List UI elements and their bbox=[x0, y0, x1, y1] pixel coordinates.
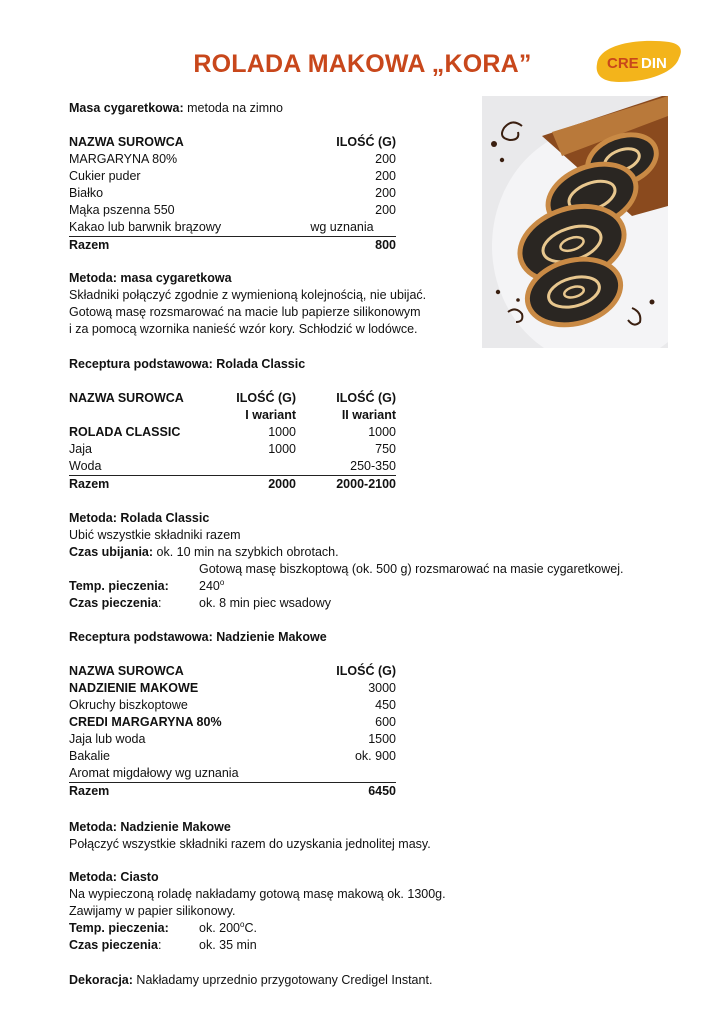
poppy-seed-roll-photo bbox=[482, 96, 668, 348]
ingredient-qty: 200 bbox=[375, 169, 396, 183]
masa-cygaretkowa-value: metoda na zimno bbox=[187, 101, 284, 115]
czas-pieczenia-label: Czas pieczenia bbox=[69, 938, 158, 952]
table-total-row bbox=[69, 783, 396, 801]
table-subheader-row bbox=[69, 407, 396, 424]
ingredient-qty bbox=[311, 765, 396, 783]
czas-ubijania-line bbox=[69, 544, 339, 561]
table-row bbox=[69, 441, 396, 458]
ingredient-qty: 1500 bbox=[368, 732, 396, 746]
table-header-row bbox=[69, 663, 396, 680]
dekoracja-line bbox=[69, 972, 432, 989]
column-header-qty-1: ILOŚĆ (G) bbox=[236, 391, 296, 405]
paragraph-line: i za pomocą wzornika nanieść wzór kory. Schłodzić w lodówce. bbox=[69, 322, 418, 336]
ingredient-qty: 200 bbox=[375, 152, 396, 166]
table-row bbox=[69, 731, 396, 748]
total-value: 2000-2100 bbox=[296, 476, 396, 494]
ingredient-name: Cukier puder bbox=[69, 169, 141, 183]
table-header-row bbox=[69, 390, 396, 407]
table-row bbox=[69, 202, 396, 219]
temp-pieczenia-line bbox=[69, 920, 257, 937]
total-label: Razem bbox=[69, 476, 219, 494]
column-subheader-variant-2: II wariant bbox=[341, 408, 396, 422]
temp-pieczenia-line bbox=[69, 578, 224, 595]
section-heading: Metoda: Nadzienie Makowe bbox=[69, 820, 231, 834]
paragraph-line: Na wypieczoną roladę nakładamy gotową masę makową ok. 1300g. bbox=[69, 887, 446, 901]
column-header-qty-2: ILOŚĆ (G) bbox=[336, 391, 396, 405]
page-title: ROLADA MAKOWA „KORA” bbox=[193, 50, 532, 78]
czas-pieczenia-colon: : bbox=[157, 938, 162, 952]
ingredient-name: Kakao lub barwnik brązowy bbox=[69, 220, 222, 234]
czas-pieczenia-value: ok. 35 min bbox=[199, 938, 257, 952]
ingredient-qty: 200 bbox=[375, 203, 396, 217]
section-heading: Metoda: masa cygaretkowa bbox=[69, 271, 232, 285]
section-heading: Metoda: Ciasto bbox=[69, 870, 159, 884]
ingredient-qty: 1000 bbox=[368, 425, 396, 439]
ingredient-qty: 3000 bbox=[368, 681, 396, 695]
total-value: 2000 bbox=[219, 476, 296, 494]
ingredients-table-rolada-classic bbox=[69, 390, 396, 493]
ingredient-name: Mąka pszenna 550 bbox=[69, 203, 175, 217]
ingredient-name: CREDI MARGARYNA 80% bbox=[69, 715, 222, 729]
czas-pieczenia-label: Czas pieczenia bbox=[69, 596, 158, 610]
table-row bbox=[69, 458, 396, 476]
ingredient-name: Jaja bbox=[69, 442, 92, 456]
ingredient-name: MARGARYNA 80% bbox=[69, 152, 178, 166]
svg-text:CRE: CRE bbox=[607, 55, 639, 72]
ingredients-table-cygaretkowa bbox=[69, 134, 396, 254]
ingredient-name: Okruchy biszkoptowe bbox=[69, 698, 188, 712]
ingredient-qty-text: wg uznania bbox=[310, 220, 374, 234]
temp-unit: C. bbox=[244, 921, 257, 935]
ingredient-qty: 600 bbox=[375, 715, 396, 729]
table-row bbox=[69, 185, 396, 202]
column-header-name: NAZWA SUROWCA bbox=[69, 664, 184, 678]
column-header-qty: ILOŚĆ (G) bbox=[336, 135, 396, 149]
ingredients-table-nadzienie bbox=[69, 663, 396, 800]
masa-cygaretkowa-label: Masa cygaretkowa: bbox=[69, 101, 184, 115]
paragraph-line: Gotową masę rozsmarować na macie lub papierze silikonowym bbox=[69, 305, 421, 319]
column-subheader-variant-1: I wariant bbox=[245, 408, 296, 422]
section-heading: Receptura podstawowa: Nadzienie Makowe bbox=[69, 630, 327, 644]
section-heading: Metoda: Rolada Classic bbox=[69, 511, 210, 525]
temp-pieczenia-label: Temp. pieczenia: bbox=[69, 921, 169, 935]
ingredient-name: Bakalie bbox=[69, 749, 110, 763]
paragraph-line: Połączyć wszystkie składniki razem do uzyskania jednolitej masy. bbox=[69, 837, 431, 851]
ingredient-name: Białko bbox=[69, 186, 104, 200]
ingredient-qty: 1000 bbox=[268, 425, 296, 439]
svg-text:DIN: DIN bbox=[641, 55, 667, 72]
czas-pieczenia-value: ok. 8 min piec wsadowy bbox=[199, 596, 332, 610]
ingredient-name: Aromat migdałowy wg uznania bbox=[69, 766, 239, 780]
czas-pieczenia-colon: : bbox=[157, 596, 162, 610]
degree-sup: o bbox=[219, 577, 225, 587]
table-header-row bbox=[69, 134, 396, 151]
table-row bbox=[69, 697, 396, 714]
ingredient-name: ROLADA CLASSIC bbox=[69, 425, 181, 439]
table-row bbox=[69, 168, 396, 185]
credin-logo bbox=[589, 36, 683, 86]
temp-pieczenia-label: Temp. pieczenia: bbox=[69, 579, 169, 593]
table-row bbox=[69, 151, 396, 168]
temp-pieczenia-value: ok. 200 bbox=[199, 921, 241, 935]
table-total-row bbox=[69, 237, 396, 255]
dekoracja-label: Dekoracja: bbox=[69, 973, 133, 987]
ingredient-qty bbox=[248, 219, 396, 237]
paragraph-line: Ubić wszystkie składniki razem bbox=[69, 528, 241, 542]
paragraph-line: Gotową masę biszkoptową (ok. 500 g) rozsmarować na masie cygaretkowej. bbox=[199, 562, 624, 576]
ingredient-qty: 750 bbox=[375, 442, 396, 456]
ingredient-qty: 450 bbox=[375, 698, 396, 712]
table-row bbox=[69, 765, 396, 783]
column-header-name: NAZWA SUROWCA bbox=[69, 135, 184, 149]
ingredient-qty: 200 bbox=[375, 186, 396, 200]
dekoracja-value: Nakładamy uprzednio przygotowany Credigel Instant. bbox=[136, 973, 433, 987]
paragraph-line: Składniki połączyć zgodnie z wymienioną kolejnością, nie ubijać. bbox=[69, 288, 427, 302]
ingredient-qty: 1000 bbox=[268, 442, 296, 456]
czas-ubijania-label: Czas ubijania: bbox=[69, 545, 154, 559]
masa-cygaretkowa-line bbox=[69, 100, 283, 117]
czas-pieczenia-line bbox=[69, 595, 331, 612]
ingredient-qty bbox=[219, 458, 296, 476]
ingredient-name: NADZIENIE MAKOWE bbox=[69, 681, 199, 695]
table-row bbox=[69, 424, 396, 441]
column-header-qty: ILOŚĆ (G) bbox=[336, 664, 396, 678]
paragraph-line: Zawijamy w papier silikonowy. bbox=[69, 904, 236, 918]
column-header-name: NAZWA SUROWCA bbox=[69, 391, 184, 405]
table-row bbox=[69, 219, 396, 237]
table-total-row bbox=[69, 476, 396, 494]
total-label: Razem bbox=[69, 783, 311, 801]
total-label: Razem bbox=[69, 237, 248, 255]
table-row bbox=[69, 748, 396, 765]
ingredient-qty: 250-350 bbox=[350, 459, 396, 473]
table-row bbox=[69, 680, 396, 697]
total-value: 6450 bbox=[311, 783, 396, 801]
czas-ubijania-value: ok. 10 min na szybkich obrotach. bbox=[156, 545, 339, 559]
ingredient-name: Jaja lub woda bbox=[69, 732, 146, 746]
ingredient-name: Woda bbox=[69, 459, 102, 473]
temp-pieczenia-value: 240 bbox=[199, 579, 220, 593]
ingredient-qty: ok. 900 bbox=[354, 749, 396, 763]
table-row bbox=[69, 714, 396, 731]
total-value: 800 bbox=[248, 237, 396, 255]
czas-pieczenia-line bbox=[69, 937, 257, 954]
section-heading: Receptura podstawowa: Rolada Classic bbox=[69, 357, 306, 371]
column-subheader bbox=[69, 407, 219, 424]
degree-sup: o bbox=[240, 919, 245, 929]
